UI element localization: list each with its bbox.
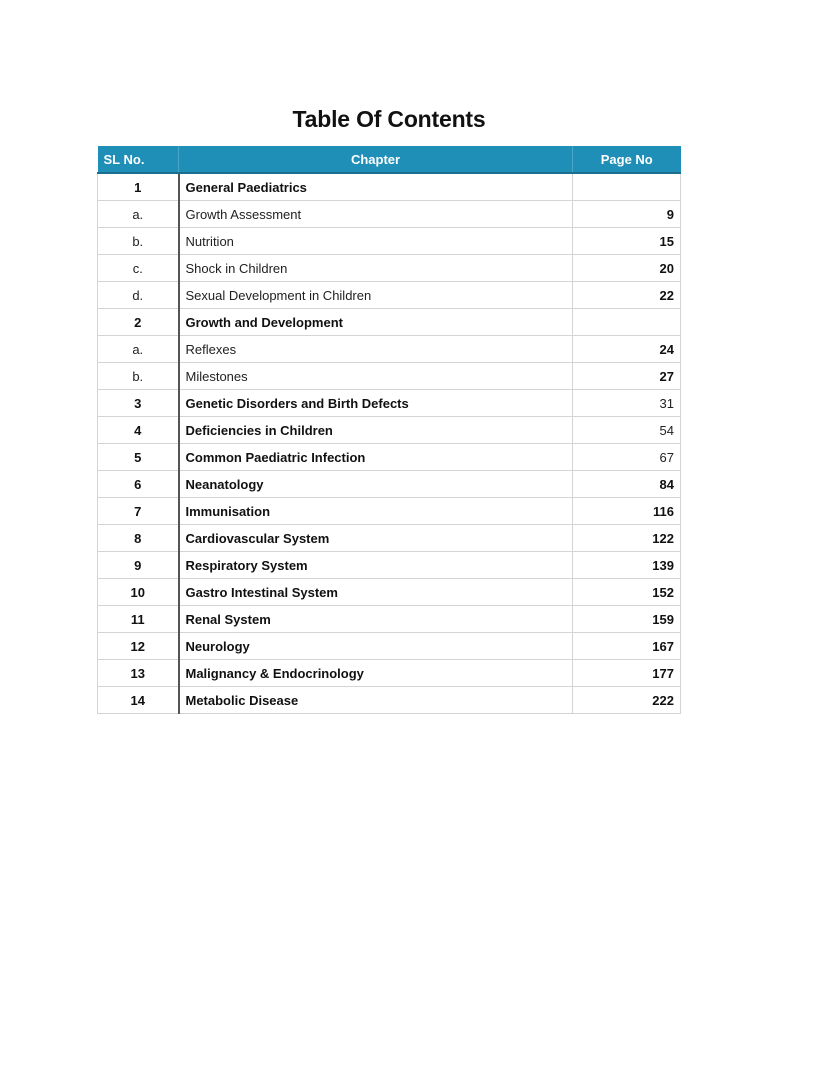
chapter-cell: Deficiencies in Children bbox=[179, 417, 573, 444]
chapter-cell: Shock in Children bbox=[179, 255, 573, 282]
table-row bbox=[98, 309, 681, 336]
chapter-cell: Common Paediatric Infection bbox=[179, 444, 573, 471]
page-cell: 152 bbox=[573, 579, 681, 606]
table-row bbox=[98, 633, 681, 660]
page-cell: 67 bbox=[573, 444, 681, 471]
table-header bbox=[98, 146, 681, 173]
sl-cell: c. bbox=[98, 255, 179, 282]
chapter-cell: Nutrition bbox=[179, 228, 573, 255]
page-cell: 139 bbox=[573, 552, 681, 579]
table-row bbox=[98, 552, 681, 579]
table-row bbox=[98, 579, 681, 606]
page-cell: 20 bbox=[573, 255, 681, 282]
sl-cell: 9 bbox=[98, 552, 179, 579]
table-row bbox=[98, 660, 681, 687]
column-header-sl-no: SL No. bbox=[98, 146, 179, 173]
page-cell: 122 bbox=[573, 525, 681, 552]
page-cell bbox=[573, 309, 681, 336]
sl-cell: b. bbox=[98, 228, 179, 255]
sl-cell: 3 bbox=[98, 390, 179, 417]
chapter-cell: Neurology bbox=[179, 633, 573, 660]
chapter-cell: Gastro Intestinal System bbox=[179, 579, 573, 606]
chapter-cell: Respiratory System bbox=[179, 552, 573, 579]
sl-cell: a. bbox=[98, 336, 179, 363]
chapter-cell: Sexual Development in Children bbox=[179, 282, 573, 309]
page-cell: 84 bbox=[573, 471, 681, 498]
table-row bbox=[98, 687, 681, 714]
table-row bbox=[98, 498, 681, 525]
table-row bbox=[98, 444, 681, 471]
sl-cell: b. bbox=[98, 363, 179, 390]
table-row bbox=[98, 471, 681, 498]
page-cell: 159 bbox=[573, 606, 681, 633]
table-row bbox=[98, 282, 681, 309]
column-header-chapter: Chapter bbox=[179, 146, 573, 173]
sl-cell: a. bbox=[98, 201, 179, 228]
table-row bbox=[98, 363, 681, 390]
table-row bbox=[98, 417, 681, 444]
table-row bbox=[98, 173, 681, 201]
page-cell: 24 bbox=[573, 336, 681, 363]
page-cell bbox=[573, 173, 681, 201]
sl-cell: 6 bbox=[98, 471, 179, 498]
chapter-cell: Renal System bbox=[179, 606, 573, 633]
page-cell: 222 bbox=[573, 687, 681, 714]
sl-cell: 11 bbox=[98, 606, 179, 633]
table-row bbox=[98, 255, 681, 282]
chapter-cell: Neanatology bbox=[179, 471, 573, 498]
column-header-page-no: Page No bbox=[573, 146, 681, 173]
sl-cell: 8 bbox=[98, 525, 179, 552]
chapter-cell: General Paediatrics bbox=[179, 173, 573, 201]
sl-cell: 1 bbox=[98, 173, 179, 201]
page-cell: 22 bbox=[573, 282, 681, 309]
page-cell: 31 bbox=[573, 390, 681, 417]
table-row bbox=[98, 201, 681, 228]
chapter-cell: Cardiovascular System bbox=[179, 525, 573, 552]
sl-cell: 13 bbox=[98, 660, 179, 687]
table-row bbox=[98, 390, 681, 417]
sl-cell: 4 bbox=[98, 417, 179, 444]
page-cell: 116 bbox=[573, 498, 681, 525]
table-row bbox=[98, 336, 681, 363]
chapter-cell: Malignancy & Endocrinology bbox=[179, 660, 573, 687]
chapter-cell: Milestones bbox=[179, 363, 573, 390]
contents-table bbox=[97, 146, 681, 714]
sl-cell: 7 bbox=[98, 498, 179, 525]
table-row bbox=[98, 606, 681, 633]
sl-cell: d. bbox=[98, 282, 179, 309]
page-cell: 15 bbox=[573, 228, 681, 255]
chapter-cell: Growth and Development bbox=[179, 309, 573, 336]
sl-cell: 5 bbox=[98, 444, 179, 471]
sl-cell: 10 bbox=[98, 579, 179, 606]
chapter-cell: Growth Assessment bbox=[179, 201, 573, 228]
page-cell: 27 bbox=[573, 363, 681, 390]
sl-cell: 14 bbox=[98, 687, 179, 714]
table-row bbox=[98, 525, 681, 552]
table-row bbox=[98, 228, 681, 255]
page-cell: 54 bbox=[573, 417, 681, 444]
sl-cell: 2 bbox=[98, 309, 179, 336]
table-body bbox=[98, 173, 681, 714]
page-cell: 177 bbox=[573, 660, 681, 687]
chapter-cell: Metabolic Disease bbox=[179, 687, 573, 714]
page-cell: 167 bbox=[573, 633, 681, 660]
page-title: Table Of Contents bbox=[292, 106, 486, 132]
chapter-cell: Immunisation bbox=[179, 498, 573, 525]
sl-cell: 12 bbox=[98, 633, 179, 660]
page-cell: 9 bbox=[573, 201, 681, 228]
chapter-cell: Genetic Disorders and Birth Defects bbox=[179, 390, 573, 417]
chapter-cell: Reflexes bbox=[179, 336, 573, 363]
